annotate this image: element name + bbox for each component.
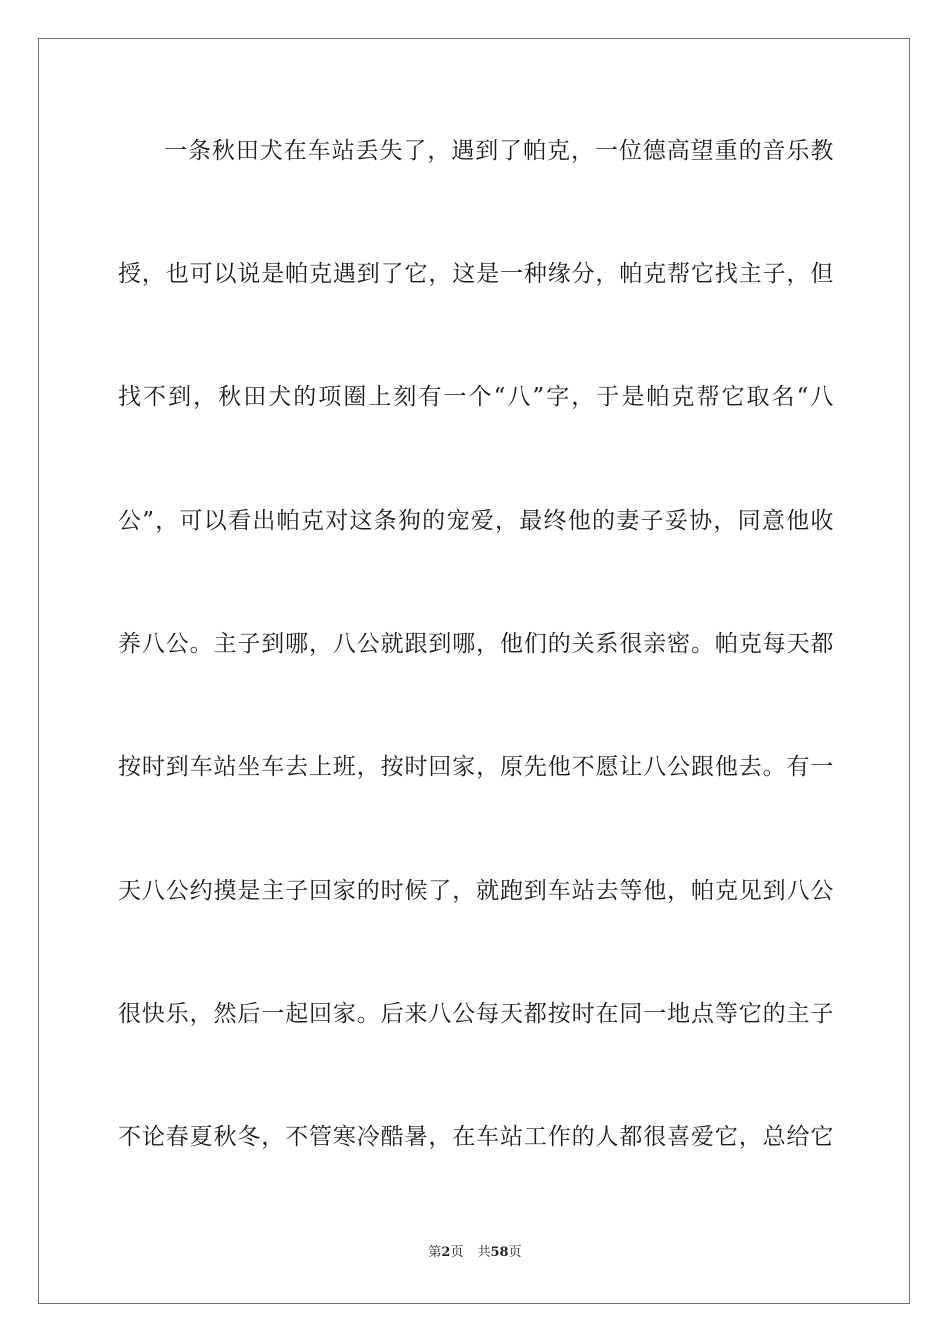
page-prefix: 第 [428,1245,442,1260]
body-text-line-4: 公”，可以看出帕克对这条狗的宠爱，最终他的妻子妥协，同意他收 [118,508,834,534]
total-suffix: 页 [508,1245,522,1260]
body-text-line-1: 一条秋田犬在车站丢失了，遇到了帕克，一位德高望重的音乐教 [164,138,834,164]
total-pages: 58 [490,1245,509,1260]
page-number: 2 [441,1245,451,1260]
page-suffix: 页 [450,1245,464,1260]
body-text-line-8: 很快乐，然后一起回家。后来八公每天都按时在同一地点等它的主子 [118,1001,834,1027]
body-text-line-2: 授，也可以说是帕克遇到了它，这是一种缘分，帕克帮它找主子，但 [118,261,834,287]
body-text-line-7: 天八公约摸是主子回家的时候了，就跑到车站去等他，帕克见到八公 [118,878,834,904]
body-text-line-6: 按时到车站坐车去上班，按时回家，原先他不愿让八公跟他去。有一 [118,754,834,780]
total-prefix: 共 [477,1245,491,1260]
page-footer [0,1244,950,1262]
body-text-line-9: 不论春夏秋冬，不管寒冷酷暑，在车站工作的人都很喜爱它，总给它 [118,1124,834,1150]
body-text-line-3: 找不到，秋田犬的项圈上刻有一个“八”字，于是帕克帮它取名“八 [118,384,834,410]
page-border [38,38,910,1304]
body-text-line-5: 养八公。主子到哪，八公就跟到哪，他们的关系很亲密。帕克每天都 [118,631,834,657]
